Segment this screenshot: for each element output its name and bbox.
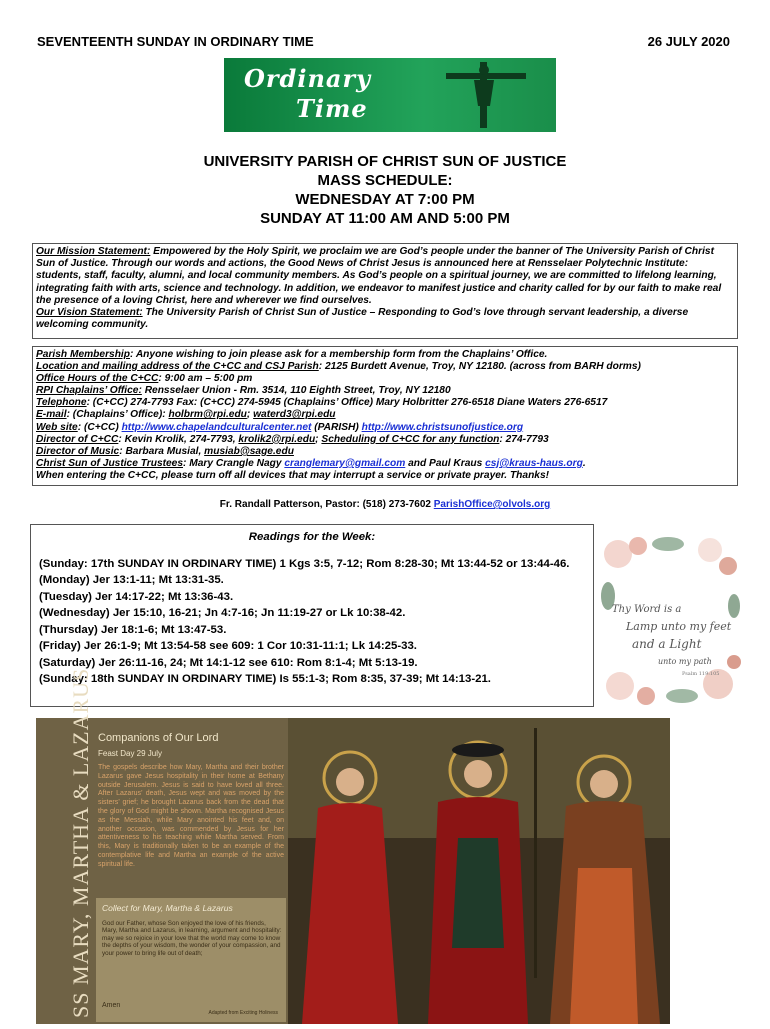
vertical-title-text: SS MARY, MARTHA & LAZARUS bbox=[68, 667, 93, 1018]
director-sep: ; bbox=[315, 433, 322, 445]
title-line1: UNIVERSITY PARISH OF CHRIST SUN OF JUSTICE bbox=[203, 153, 567, 170]
header-title: SEVENTEENTH SUNDAY IN ORDINARY TIME bbox=[37, 34, 314, 49]
vision-text: The University Parish of Christ Sun of Justice – Responding to God’s love through servant leadership, a diverse welcoming community. bbox=[36, 307, 689, 331]
reading-item: (Friday) Jer 26:1-9; Mt 13:54-58 see 609: 1 Cor 10:31-11:1; Lk 14:25-33. bbox=[39, 640, 417, 652]
pastor-line bbox=[0, 499, 770, 510]
floral-wreath-icon bbox=[598, 536, 742, 706]
pastor-text: Fr. Randall Patterson, Pastor: (518) 273-7602 bbox=[219, 499, 434, 510]
psalm-line3: and a Light bbox=[632, 637, 702, 651]
web-text: : (C+CC) bbox=[77, 421, 122, 433]
mission-label: Our Mission Statement: bbox=[36, 246, 151, 257]
trustees-email-link-1[interactable]: cranglemary@gmail.com bbox=[284, 457, 406, 469]
trustees-end: . bbox=[582, 457, 586, 469]
reading-item: (Tuesday) Jer 14:17-22; Mt 13:36-43. bbox=[39, 590, 234, 603]
readings-box bbox=[30, 524, 594, 707]
email-label: E-mail bbox=[36, 409, 67, 421]
vision-label: Our Vision Statement: bbox=[36, 307, 143, 319]
banner-line1: Ordinary bbox=[244, 64, 372, 93]
collect-body: God our Father, whose Son enjoyed the love of his friends, Mary, Martha and Lazarus, in learning, argument and hospitality: may we so rejoice in your love that the world may come to know the depths of your wisdom, the wonder of your compassion, and your power to bring life out of death; bbox=[102, 920, 282, 957]
hours-label: Office Hours of the C+CC bbox=[36, 373, 159, 385]
membership-text: : Anyone wishing to join please ask for a membership form from the Chaplains’ Office. bbox=[129, 349, 548, 360]
rpi-label: RPI Chaplains’ Office: bbox=[36, 385, 142, 397]
crucifix-icon bbox=[434, 58, 556, 132]
readings-title: Readings for the Week: bbox=[248, 531, 376, 543]
psalm-ref: Psalm 119:105 bbox=[682, 671, 720, 677]
psalm-line4: unto my path bbox=[658, 657, 712, 666]
mission-text: Empowered by the Holy Spirit, we proclaim we are God’s people under the banner of The University Parish of Christ Sun of Justice. Through our words and actions, the Good News of Christ Jesus is announced here at Rensselaer Polytechnic Institute: students, staff, faculty, alumni, and local community members. As God’s people on a spiritual journey, we are committed to lifelong learning, integrating faith with arts, science and technology. In addition, we endeavor to manifest justice and charity called for by our faith to make real the presence of a loving Christ, here and wherever we find ourselves. bbox=[36, 246, 722, 306]
music-text: : Barbara Musial, bbox=[119, 445, 205, 457]
banner-line2: Time bbox=[296, 94, 368, 123]
psalm-line1: Thy Word is a bbox=[612, 604, 682, 615]
web-mid: (PARISH) bbox=[311, 421, 362, 433]
web-link-parish[interactable]: http://www.christsunofjustice.org bbox=[361, 421, 524, 433]
collect-source: Adapted from Exciting Holiness bbox=[208, 1010, 278, 1016]
hours-text: : 9:00 am – 5:00 pm bbox=[158, 373, 253, 385]
scheduling-text: : 274-7793 bbox=[499, 433, 549, 445]
collect-title: Collect for Mary, Martha & Lazarus bbox=[102, 903, 233, 913]
page-title bbox=[0, 152, 770, 228]
pastor-email-link[interactable]: ParishOffice@olvols.org bbox=[433, 499, 551, 510]
web-link-ccc[interactable]: http://www.chapelandculturalcenter.net bbox=[121, 421, 312, 433]
membership-label: Parish Membership bbox=[36, 349, 130, 360]
title-line3: WEDNESDAY AT 7:00 PM bbox=[295, 191, 475, 208]
painting-of-three-saints bbox=[288, 718, 670, 1024]
reading-item: (Sunday: 17th SUNDAY IN ORDINARY TIME) 1 Kgs 3:5, 7-12; Rom 8:28-30; Mt 13:44-52 or 13:44-46. bbox=[39, 557, 570, 570]
trustees-label: Christ Sun of Justice Trustees bbox=[36, 457, 184, 469]
phone-text: : (C+CC) 274-7793 Fax: (C+CC) 274-5945 (Chaplains’ Office) Mary Holbritter 276-6518 Diane Waters 276-6517 bbox=[86, 397, 608, 409]
trustees-mid: and Paul Kraus bbox=[405, 457, 486, 469]
address-label: Location and mailing address of the C+CC and CSJ Parish bbox=[36, 361, 319, 373]
reading-item: (Sunday: 18th SUNDAY IN ORDINARY TIME) Is 55:1-3; Rom 8:35, 37-39; Mt 14:13-21. bbox=[39, 673, 491, 685]
email-link-1[interactable]: holbrm@rpi.edu bbox=[168, 409, 247, 421]
trustees-email-link-2[interactable]: csj@kraus-haus.org bbox=[485, 457, 583, 469]
music-label: Director of Music bbox=[36, 445, 120, 457]
closing-note: When entering the C+CC, please turn off all devices that may interrupt a service or private prayer. Thanks! bbox=[36, 469, 550, 481]
phone-label: Telephone bbox=[36, 397, 87, 409]
collect-box bbox=[96, 898, 286, 1022]
director-email-link[interactable]: krolik2@rpi.edu bbox=[238, 433, 316, 445]
email-sep: ; bbox=[246, 409, 254, 421]
trustees-text: : Mary Crangle Nagy bbox=[183, 457, 285, 469]
email-text: : (Chaplains’ Office): bbox=[66, 409, 169, 421]
web-label: Web site bbox=[36, 421, 78, 433]
reading-item: (Saturday) Jer 26:11-16, 24; Mt 14:1-12 see 610: Rom 8:1-4; Mt 5:13-19. bbox=[39, 656, 418, 669]
director-label: Director of C+CC bbox=[36, 433, 119, 445]
music-email-link[interactable]: musiab@sage.edu bbox=[204, 445, 294, 457]
saints-bio: The gospels describe how Mary, Martha and their brother Lazarus gave Jesus hospitality in their home at Bethany outside Jerusalem. Jesus is said to have loved all three. After Lazarus’ death, Jesus wept and was moved by the sisters’ grief; he brought Lazarus back from the dead that the glory of God might be shown. Martha recognised Jesus as the Messiah, while Mary anointed his feet and, on another occasion, was commended by Jesus for her attentiveness to his teaching while Martha served. From this, Mary is traditionally taken to be an example of the contemplative life and Martha an example of the active spiritual life. bbox=[98, 764, 284, 868]
saints-painting bbox=[288, 718, 670, 1024]
vertical-title bbox=[42, 667, 93, 1018]
title-line4: SUNDAY AT 11:00 AM AND 5:00 PM bbox=[260, 210, 510, 227]
scheduling-label: Scheduling of C+CC for any function bbox=[321, 433, 500, 445]
reading-item: (Thursday) Jer 18:1-6; Mt 13:47-53. bbox=[39, 623, 227, 636]
floral-psalm-image bbox=[598, 536, 742, 706]
mission-box bbox=[32, 243, 738, 339]
companions-heading: Companions of Our Lord bbox=[98, 732, 219, 744]
feast-day: Feast Day 29 July bbox=[98, 749, 163, 758]
parish-info-box bbox=[32, 346, 738, 486]
psalm-line2: Lamp unto my feet bbox=[626, 620, 732, 633]
ordinary-time-banner bbox=[224, 58, 556, 132]
director-text: : Kevin Krolik, 274-7793, bbox=[118, 433, 239, 445]
header-date: 26 JULY 2020 bbox=[647, 34, 730, 49]
title-line2: MASS SCHEDULE: bbox=[317, 172, 453, 189]
collect-amen: Amen bbox=[102, 1002, 121, 1009]
reading-item: (Wednesday) Jer 15:10, 16-21; Jn 4:7-16; Jn 11:19-27 or Lk 10:38-42. bbox=[39, 607, 406, 619]
address-text: : 2125 Burdett Avenue, Troy, NY 12180. (across from BARH dorms) bbox=[318, 361, 641, 373]
rpi-text: Rensselaer Union - Rm. 3514, 110 Eighth Street, Troy, NY 12180 bbox=[141, 385, 451, 397]
email-link-2[interactable]: waterd3@rpi.edu bbox=[253, 409, 336, 421]
reading-item: (Monday) Jer 13:1-11; Mt 13:31-35. bbox=[39, 574, 224, 586]
